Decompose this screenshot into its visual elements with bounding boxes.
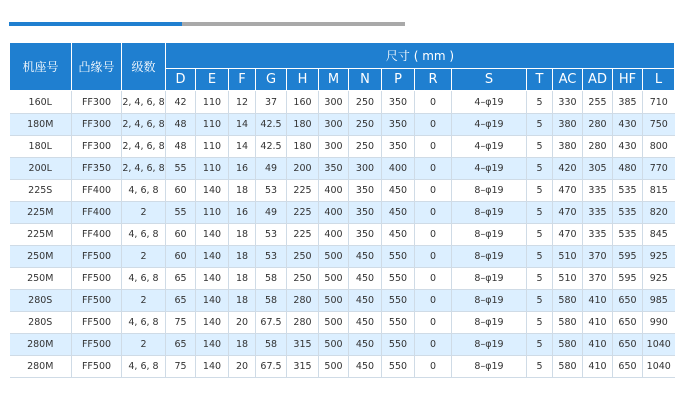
cell-hf: 480 bbox=[613, 158, 643, 180]
header-dim-hf: HF bbox=[613, 69, 643, 91]
cell-e: 110 bbox=[196, 136, 229, 158]
cell-ac: 510 bbox=[553, 268, 583, 290]
cell-flange: FF400 bbox=[72, 224, 122, 246]
table-row bbox=[10, 136, 675, 158]
cell-e: 140 bbox=[196, 268, 229, 290]
cell-f: 18 bbox=[229, 268, 256, 290]
cell-s: 8–φ19 bbox=[452, 246, 527, 268]
cell-flange: FF300 bbox=[72, 91, 122, 114]
cell-t: 5 bbox=[527, 246, 553, 268]
cell-h: 225 bbox=[287, 202, 319, 224]
header-dim-s: S bbox=[452, 69, 527, 91]
motor-dimension-table bbox=[9, 42, 675, 378]
table-row bbox=[10, 180, 675, 202]
cell-g: 58 bbox=[256, 268, 287, 290]
cell-l: 1040 bbox=[643, 334, 675, 356]
cell-t: 5 bbox=[527, 356, 553, 378]
cell-s: 4–φ19 bbox=[452, 136, 527, 158]
cell-hf: 430 bbox=[613, 136, 643, 158]
cell-flange: FF300 bbox=[72, 114, 122, 136]
cell-p: 550 bbox=[382, 246, 415, 268]
cell-poles: 2 bbox=[122, 290, 166, 312]
cell-h: 280 bbox=[287, 290, 319, 312]
cell-g: 67.5 bbox=[256, 356, 287, 378]
cell-poles: 2, 4, 6, 8 bbox=[122, 136, 166, 158]
cell-h: 225 bbox=[287, 224, 319, 246]
cell-d: 60 bbox=[166, 180, 196, 202]
cell-s: 4–φ19 bbox=[452, 91, 527, 114]
cell-ac: 380 bbox=[553, 136, 583, 158]
cell-f: 20 bbox=[229, 312, 256, 334]
cell-ac: 580 bbox=[553, 334, 583, 356]
cell-ad: 335 bbox=[583, 202, 613, 224]
cell-frame: 160L bbox=[10, 91, 72, 114]
cell-m: 400 bbox=[319, 202, 349, 224]
cell-poles: 4, 6, 8 bbox=[122, 180, 166, 202]
cell-f: 18 bbox=[229, 290, 256, 312]
cell-ad: 305 bbox=[583, 158, 613, 180]
cell-l: 990 bbox=[643, 312, 675, 334]
cell-r: 0 bbox=[415, 312, 452, 334]
cell-flange: FF500 bbox=[72, 246, 122, 268]
cell-ac: 380 bbox=[553, 114, 583, 136]
cell-s: 4–φ19 bbox=[452, 114, 527, 136]
cell-ac: 470 bbox=[553, 224, 583, 246]
cell-r: 0 bbox=[415, 268, 452, 290]
cell-ad: 280 bbox=[583, 114, 613, 136]
cell-m: 300 bbox=[319, 136, 349, 158]
cell-ad: 370 bbox=[583, 246, 613, 268]
cell-e: 110 bbox=[196, 114, 229, 136]
cell-flange: FF400 bbox=[72, 202, 122, 224]
cell-p: 350 bbox=[382, 91, 415, 114]
cell-flange: FF500 bbox=[72, 356, 122, 378]
cell-d: 75 bbox=[166, 312, 196, 334]
cell-m: 350 bbox=[319, 158, 349, 180]
cell-n: 350 bbox=[349, 180, 382, 202]
header-dim-l: L bbox=[643, 69, 675, 91]
cell-flange: FF350 bbox=[72, 158, 122, 180]
table-row bbox=[10, 114, 675, 136]
cell-p: 550 bbox=[382, 356, 415, 378]
cell-d: 65 bbox=[166, 268, 196, 290]
cell-g: 49 bbox=[256, 202, 287, 224]
cell-poles: 4, 6, 8 bbox=[122, 356, 166, 378]
cell-t: 5 bbox=[527, 312, 553, 334]
cell-g: 37 bbox=[256, 91, 287, 114]
cell-t: 5 bbox=[527, 290, 553, 312]
cell-h: 160 bbox=[287, 91, 319, 114]
cell-poles: 4, 6, 8 bbox=[122, 268, 166, 290]
header-dim-ac: AC bbox=[553, 69, 583, 91]
cell-t: 5 bbox=[527, 334, 553, 356]
cell-ad: 410 bbox=[583, 356, 613, 378]
cell-l: 925 bbox=[643, 246, 675, 268]
cell-hf: 535 bbox=[613, 180, 643, 202]
cell-ad: 280 bbox=[583, 136, 613, 158]
cell-p: 450 bbox=[382, 224, 415, 246]
cell-e: 140 bbox=[196, 312, 229, 334]
cell-hf: 650 bbox=[613, 312, 643, 334]
cell-n: 450 bbox=[349, 290, 382, 312]
cell-d: 42 bbox=[166, 91, 196, 114]
cell-frame: 280S bbox=[10, 312, 72, 334]
cell-l: 710 bbox=[643, 91, 675, 114]
table-row bbox=[10, 91, 675, 114]
cell-hf: 650 bbox=[613, 290, 643, 312]
cell-p: 450 bbox=[382, 180, 415, 202]
cell-m: 500 bbox=[319, 334, 349, 356]
table-row bbox=[10, 290, 675, 312]
cell-d: 55 bbox=[166, 158, 196, 180]
cell-d: 65 bbox=[166, 290, 196, 312]
cell-m: 300 bbox=[319, 114, 349, 136]
header-dim-r: R bbox=[415, 69, 452, 91]
cell-m: 400 bbox=[319, 180, 349, 202]
cell-h: 225 bbox=[287, 180, 319, 202]
cell-ac: 580 bbox=[553, 290, 583, 312]
cell-flange: FF300 bbox=[72, 136, 122, 158]
cell-r: 0 bbox=[415, 202, 452, 224]
cell-g: 53 bbox=[256, 180, 287, 202]
cell-f: 12 bbox=[229, 91, 256, 114]
cell-f: 18 bbox=[229, 334, 256, 356]
title-divider-accent bbox=[9, 22, 182, 26]
cell-e: 140 bbox=[196, 290, 229, 312]
header-dim-g: G bbox=[256, 69, 287, 91]
cell-h: 315 bbox=[287, 334, 319, 356]
header-dim-e: E bbox=[196, 69, 229, 91]
cell-t: 5 bbox=[527, 202, 553, 224]
cell-g: 42.5 bbox=[256, 136, 287, 158]
cell-h: 250 bbox=[287, 268, 319, 290]
cell-flange: FF500 bbox=[72, 268, 122, 290]
cell-f: 14 bbox=[229, 114, 256, 136]
cell-g: 58 bbox=[256, 334, 287, 356]
cell-n: 250 bbox=[349, 136, 382, 158]
cell-hf: 595 bbox=[613, 246, 643, 268]
cell-hf: 385 bbox=[613, 91, 643, 114]
cell-p: 350 bbox=[382, 136, 415, 158]
cell-ac: 470 bbox=[553, 180, 583, 202]
cell-p: 450 bbox=[382, 202, 415, 224]
cell-poles: 2 bbox=[122, 202, 166, 224]
header-dim-ad: AD bbox=[583, 69, 613, 91]
cell-e: 140 bbox=[196, 246, 229, 268]
cell-e: 140 bbox=[196, 356, 229, 378]
cell-e: 140 bbox=[196, 334, 229, 356]
cell-m: 500 bbox=[319, 290, 349, 312]
cell-f: 18 bbox=[229, 246, 256, 268]
cell-d: 65 bbox=[166, 334, 196, 356]
cell-m: 500 bbox=[319, 356, 349, 378]
cell-l: 1040 bbox=[643, 356, 675, 378]
cell-g: 53 bbox=[256, 246, 287, 268]
table-row bbox=[10, 268, 675, 290]
cell-hf: 595 bbox=[613, 268, 643, 290]
table-row bbox=[10, 224, 675, 246]
cell-f: 18 bbox=[229, 180, 256, 202]
cell-s: 4–φ19 bbox=[452, 158, 527, 180]
cell-ad: 410 bbox=[583, 312, 613, 334]
header-flange: 凸缘号 bbox=[72, 43, 122, 91]
table-row bbox=[10, 246, 675, 268]
cell-d: 48 bbox=[166, 114, 196, 136]
cell-d: 60 bbox=[166, 246, 196, 268]
cell-ac: 580 bbox=[553, 356, 583, 378]
cell-l: 815 bbox=[643, 180, 675, 202]
header-dim-t: T bbox=[527, 69, 553, 91]
cell-ad: 410 bbox=[583, 290, 613, 312]
cell-r: 0 bbox=[415, 114, 452, 136]
cell-f: 20 bbox=[229, 356, 256, 378]
cell-flange: FF500 bbox=[72, 334, 122, 356]
cell-n: 450 bbox=[349, 312, 382, 334]
cell-frame: 250M bbox=[10, 246, 72, 268]
cell-n: 450 bbox=[349, 268, 382, 290]
cell-l: 820 bbox=[643, 202, 675, 224]
cell-d: 48 bbox=[166, 136, 196, 158]
cell-h: 250 bbox=[287, 246, 319, 268]
header-dim-p: P bbox=[382, 69, 415, 91]
cell-s: 8–φ19 bbox=[452, 334, 527, 356]
cell-n: 450 bbox=[349, 246, 382, 268]
cell-frame: 180M bbox=[10, 114, 72, 136]
cell-s: 8–φ19 bbox=[452, 224, 527, 246]
cell-r: 0 bbox=[415, 224, 452, 246]
cell-hf: 535 bbox=[613, 224, 643, 246]
table-row bbox=[10, 312, 675, 334]
cell-ad: 410 bbox=[583, 334, 613, 356]
cell-e: 110 bbox=[196, 202, 229, 224]
cell-t: 5 bbox=[527, 268, 553, 290]
cell-ad: 255 bbox=[583, 91, 613, 114]
cell-hf: 430 bbox=[613, 114, 643, 136]
cell-n: 450 bbox=[349, 356, 382, 378]
cell-frame: 180L bbox=[10, 136, 72, 158]
cell-m: 500 bbox=[319, 312, 349, 334]
cell-ac: 510 bbox=[553, 246, 583, 268]
cell-ac: 580 bbox=[553, 312, 583, 334]
cell-p: 400 bbox=[382, 158, 415, 180]
cell-t: 5 bbox=[527, 114, 553, 136]
cell-d: 60 bbox=[166, 224, 196, 246]
cell-poles: 2, 4, 6, 8 bbox=[122, 114, 166, 136]
cell-poles: 2 bbox=[122, 334, 166, 356]
cell-l: 845 bbox=[643, 224, 675, 246]
cell-ac: 470 bbox=[553, 202, 583, 224]
cell-e: 110 bbox=[196, 158, 229, 180]
header-frame: 机座号 bbox=[10, 43, 72, 91]
cell-e: 140 bbox=[196, 180, 229, 202]
cell-t: 5 bbox=[527, 224, 553, 246]
cell-ac: 330 bbox=[553, 91, 583, 114]
cell-flange: FF500 bbox=[72, 312, 122, 334]
cell-s: 8–φ19 bbox=[452, 312, 527, 334]
cell-frame: 225M bbox=[10, 224, 72, 246]
cell-g: 49 bbox=[256, 158, 287, 180]
cell-hf: 535 bbox=[613, 202, 643, 224]
cell-frame: 225M bbox=[10, 202, 72, 224]
cell-poles: 4, 6, 8 bbox=[122, 312, 166, 334]
cell-ac: 420 bbox=[553, 158, 583, 180]
table-row bbox=[10, 158, 675, 180]
cell-m: 300 bbox=[319, 91, 349, 114]
cell-hf: 650 bbox=[613, 334, 643, 356]
cell-r: 0 bbox=[415, 136, 452, 158]
cell-s: 8–φ19 bbox=[452, 268, 527, 290]
cell-p: 550 bbox=[382, 268, 415, 290]
cell-m: 400 bbox=[319, 224, 349, 246]
header-dim-m: M bbox=[319, 69, 349, 91]
header-dim-h: H bbox=[287, 69, 319, 91]
cell-ad: 335 bbox=[583, 180, 613, 202]
cell-h: 315 bbox=[287, 356, 319, 378]
cell-poles: 2 bbox=[122, 246, 166, 268]
cell-p: 550 bbox=[382, 290, 415, 312]
cell-r: 0 bbox=[415, 290, 452, 312]
cell-p: 350 bbox=[382, 114, 415, 136]
title-divider-line bbox=[182, 22, 405, 26]
cell-flange: FF400 bbox=[72, 180, 122, 202]
cell-m: 500 bbox=[319, 246, 349, 268]
cell-h: 180 bbox=[287, 136, 319, 158]
cell-ad: 335 bbox=[583, 224, 613, 246]
header-dim-d: D bbox=[166, 69, 196, 91]
cell-e: 110 bbox=[196, 91, 229, 114]
cell-n: 300 bbox=[349, 158, 382, 180]
header-size-group: 尺寸 ( mm ) bbox=[166, 43, 675, 69]
cell-r: 0 bbox=[415, 356, 452, 378]
header-dim-n: N bbox=[349, 69, 382, 91]
cell-n: 450 bbox=[349, 334, 382, 356]
cell-poles: 4, 6, 8 bbox=[122, 224, 166, 246]
cell-f: 18 bbox=[229, 224, 256, 246]
cell-t: 5 bbox=[527, 180, 553, 202]
cell-r: 0 bbox=[415, 180, 452, 202]
cell-h: 200 bbox=[287, 158, 319, 180]
cell-g: 42.5 bbox=[256, 114, 287, 136]
cell-frame: 250M bbox=[10, 268, 72, 290]
cell-frame: 280M bbox=[10, 356, 72, 378]
table-row bbox=[10, 356, 675, 378]
cell-f: 14 bbox=[229, 136, 256, 158]
cell-l: 925 bbox=[643, 268, 675, 290]
cell-n: 250 bbox=[349, 114, 382, 136]
cell-l: 985 bbox=[643, 290, 675, 312]
cell-h: 280 bbox=[287, 312, 319, 334]
cell-t: 5 bbox=[527, 91, 553, 114]
header-dim-f: F bbox=[229, 69, 256, 91]
cell-flange: FF500 bbox=[72, 290, 122, 312]
cell-t: 5 bbox=[527, 136, 553, 158]
cell-r: 0 bbox=[415, 334, 452, 356]
cell-l: 800 bbox=[643, 136, 675, 158]
header-poles: 级数 bbox=[122, 43, 166, 91]
cell-hf: 650 bbox=[613, 356, 643, 378]
cell-ad: 370 bbox=[583, 268, 613, 290]
table-row bbox=[10, 202, 675, 224]
cell-f: 16 bbox=[229, 202, 256, 224]
cell-m: 500 bbox=[319, 268, 349, 290]
cell-r: 0 bbox=[415, 91, 452, 114]
table-row bbox=[10, 334, 675, 356]
cell-h: 180 bbox=[287, 114, 319, 136]
cell-d: 75 bbox=[166, 356, 196, 378]
cell-t: 5 bbox=[527, 158, 553, 180]
cell-n: 350 bbox=[349, 202, 382, 224]
cell-s: 8–φ19 bbox=[452, 290, 527, 312]
cell-p: 550 bbox=[382, 312, 415, 334]
cell-s: 8–φ19 bbox=[452, 180, 527, 202]
cell-p: 550 bbox=[382, 334, 415, 356]
cell-s: 8–φ19 bbox=[452, 356, 527, 378]
cell-n: 350 bbox=[349, 224, 382, 246]
cell-g: 53 bbox=[256, 224, 287, 246]
cell-n: 250 bbox=[349, 91, 382, 114]
cell-frame: 280M bbox=[10, 334, 72, 356]
cell-d: 55 bbox=[166, 202, 196, 224]
cell-g: 67.5 bbox=[256, 312, 287, 334]
cell-f: 16 bbox=[229, 158, 256, 180]
cell-r: 0 bbox=[415, 246, 452, 268]
cell-l: 770 bbox=[643, 158, 675, 180]
cell-frame: 225S bbox=[10, 180, 72, 202]
cell-r: 0 bbox=[415, 158, 452, 180]
cell-frame: 200L bbox=[10, 158, 72, 180]
cell-g: 58 bbox=[256, 290, 287, 312]
cell-poles: 2, 4, 6, 8 bbox=[122, 158, 166, 180]
cell-poles: 2, 4, 6, 8 bbox=[122, 91, 166, 114]
cell-l: 750 bbox=[643, 114, 675, 136]
cell-e: 140 bbox=[196, 224, 229, 246]
cell-frame: 280S bbox=[10, 290, 72, 312]
cell-s: 8–φ19 bbox=[452, 202, 527, 224]
